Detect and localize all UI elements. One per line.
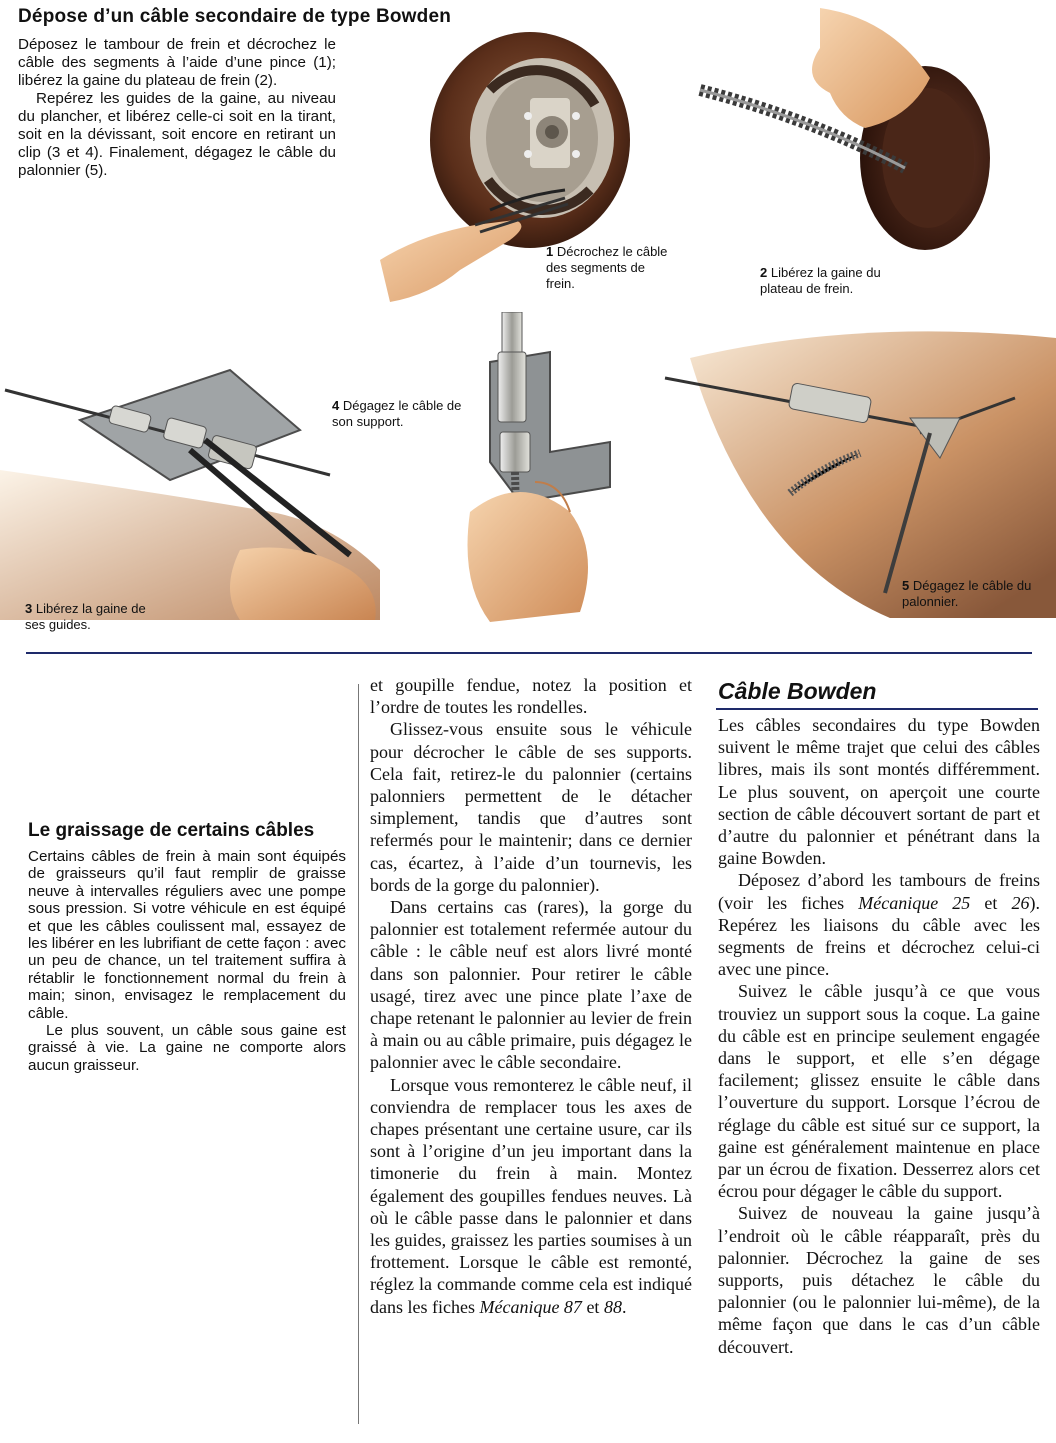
figure-3-number: 3 [25, 601, 33, 616]
right-paragraph-2-text: Déposez d’abord les tambours de freins (voir les fiches [718, 870, 1040, 913]
figure-5-number: 5 [902, 578, 910, 593]
middle-paragraph-4-and: et [586, 1296, 600, 1317]
figure-2-text: Libérez la gaine du plateau de frein. [760, 265, 881, 296]
intro-paragraph-2: Repérez les guides de la gaine, au niveau du plancher, et libérez celle-ci soit en la tirant, soit en la dévissant, soit encore en retirant un clip (3 et 4). Finalement, dégagez le câble du palonnier (5). [18, 90, 336, 179]
middle-paragraph-1: et goupille fendue, notez la position et l’ordre de toutes les rondelles. [370, 675, 692, 718]
figure-1-caption [546, 244, 676, 292]
right-paragraph-3: Suivez le câble jusqu’à ce que vous trouviez un support sous la coque. La gaine du câble est en principe seulement engagée dans le support, et elle s’en dégage facilement; glissez ensuite le câble dans l’ouverture du support. Lorsque l’écrou de réglage du câble est situé sur ce support, la gaine est généralement maintenue en place par un écrou de fixation. Desserrez alors cet écrou pour dégager le câble du support. [718, 981, 1040, 1202]
box-title-graissage: Le graissage de certains câbles [28, 820, 315, 841]
section-title-depose: Dépose d’un câble secondaire de type Bowden [18, 6, 452, 27]
middle-paragraph-3: Dans certains cas (rares), la gorge du palonnier est totalement refermée autour du câble : le câble neuf est alors livré monté dans son palonnier. Pour retirer le câble usagé, tirez avec une pince plate l’axe de chape retenant le palonnier au levier de frein à main ou au câble primaire, puis dégagez le palonnier avec le câble secondaire. [370, 897, 692, 1073]
figure-2-illustration [690, 8, 990, 258]
figure-4-caption [332, 398, 472, 430]
figure-5-caption [902, 578, 1042, 610]
figure-4-number: 4 [332, 398, 340, 413]
box-text [28, 848, 346, 1074]
title-underline [716, 708, 1038, 710]
figure-1-text: Décrochez le câble des segments de frein. [546, 244, 668, 291]
reference-mecanique-88: 88 [603, 1296, 622, 1317]
box-paragraph-1: Certains câbles de frein à main sont équipés de graisseurs qu’il faut remplir de graisse neuve à intervalles réguliers avec une pompe sous pression. Si votre véhicule en est équipé et que les câbles coulissent mal, essayez de les libérer en les lubrifiant de cette façon : avec un peu de chance, un tel traitement suffira à rétablir le fonctionnement normal du frein à main; sinon, envisagez le remplacement du câble. [28, 848, 346, 1022]
right-paragraph-2-and: et [984, 892, 998, 913]
middle-paragraph-4-end: . [621, 1296, 627, 1317]
middle-paragraph-4 [370, 1074, 692, 1318]
right-paragraph-2 [718, 869, 1040, 980]
middle-paragraph-2: Glissez-vous ensuite sous le véhicule pour décrocher le câble de ses supports. Cela fait, retirez-le du palonnier (certains palonniers permettent de le détacher simplement, tandis que d’autres sont refermés pour le maintenir; dans ce dernier cas, écartez, à l’aide d’un tournevis, les bords de la gorge du palonnier). [370, 719, 692, 895]
figure-4-illustration [460, 312, 660, 632]
figure-4-text: Dégagez le câble de son support. [332, 398, 462, 429]
column-divider [358, 684, 359, 1424]
figure-5-illustration [660, 318, 1056, 618]
figure-3-caption [25, 601, 155, 633]
figure-5-text: Dégagez le câble du palonnier. [902, 578, 1032, 609]
reference-mecanique-26: 26 [1011, 892, 1030, 913]
right-paragraph-4: Suivez de nouveau la gaine jusqu’à l’endroit où le câble réapparaît, près du palonnier. Décrochez la gaine de ses supports, puis détachez le câble du palonnier (ou le palonnier lui-même), de la même façon que dans le cas d’un câble découvert. [718, 1203, 1040, 1357]
reference-mecanique-25: Mécanique 25 [858, 892, 971, 913]
intro-text [18, 36, 336, 180]
figure-1-number: 1 [546, 244, 554, 259]
figure-2-caption [760, 265, 910, 297]
section-divider [26, 652, 1032, 654]
box-paragraph-2: Le plus souvent, un câble sous gaine est graissé à vie. La gaine ne comporte alors aucun graisseur. [28, 1022, 346, 1074]
intro-paragraph-1: Déposez le tambour de frein et décrochez le câble des segments à l’aide d’une pince (1); libérez la gaine du plateau de frein (2). [18, 36, 336, 89]
section-title-cable-bowden: Câble Bowden [718, 678, 877, 704]
right-paragraph-1: Les câbles secondaires du type Bowden suivent le même trajet que celui des câbles libres, mais ils sont montés différemment. Le plus souvent, on aperçoit une courte section de câble découvert sortant de part et d’autre du palonnier et pénétrant dans la gaine Bowden. [718, 715, 1040, 869]
figure-3-text: Libérez la gaine de ses guides. [25, 601, 146, 632]
right-paragraph-2-end: ). Repérez les liaisons du câble avec les segments de freins et décrochez celui-ci avec une pince. [718, 892, 1040, 980]
middle-paragraph-4-text: Lorsque vous remonterez le câble neuf, il conviendra de remplacer tous les axes de chapes présentant une certaine usure, car ils sont à l’origine d’un jeu important dans la timonerie du frein à main. Montez également des goupilles fendues neuves. Là où le câble passe dans le palonnier et dans les guides, graissez les parties soumises à un frottement. Lorsque le câble est remonté, réglez la commande comme cela est indiqué dans les fiches [370, 1074, 692, 1317]
right-column [718, 714, 1040, 1358]
figure-3-illustration [0, 340, 380, 620]
figure-2-number: 2 [760, 265, 768, 280]
middle-column [370, 674, 692, 1318]
reference-mecanique-87: Mécanique 87 [479, 1296, 582, 1317]
